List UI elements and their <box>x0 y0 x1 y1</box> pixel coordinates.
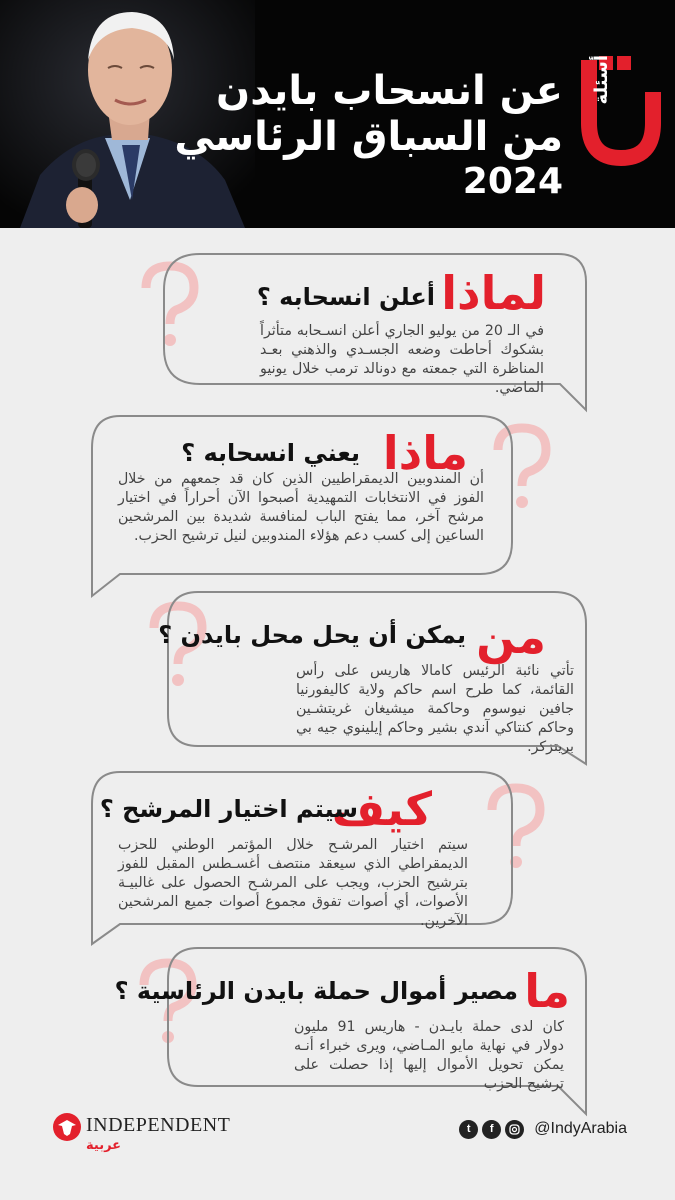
question: مصير أموال حملة بايدن الرئاسية ؟ <box>114 977 518 1005</box>
main-title <box>123 68 563 204</box>
independent-arabia-logo[interactable] <box>52 1110 231 1156</box>
question: يمكن أن يحل محل بايدن ؟ <box>158 621 466 649</box>
answer-text: سيتم اختيار المرشـح خلال المؤتمر الوطني للحزب الديمقراطي الذي سيعقد منتصف أغسـطس المقبل للفوز بترشيح الحزب، ويجب على المرشـح الحصول على غالبيـة الأصوات، أي أصوات تفوق مجموع أصوات جميع المرشحين الآخرين. <box>118 837 468 929</box>
keyword: من <box>476 610 546 664</box>
answer-text: في الـ 20 من يوليو الجاري أعلن انسـحابه متأثراً بشكوك أحاطت وضعه الجسـدي والذهني بعـد المناظرة التي جمعته مع دونالد ترمب خلال يونيو الماضي. <box>260 323 544 396</box>
speech-bubble <box>114 946 590 1116</box>
answer-text: تأتي نائبة الرئيس كامالا هاريس على رأس القائمة، كما طرح اسم حاكم ولاية كاليفورنيا جافين نيوسوم وحاكمة ميشيغان غريتشـين وحاكم كنتاكي آندي بشير وحاكم إيلينوي جيه بي بريتزكر. <box>296 663 574 755</box>
keyword: ماذا <box>382 426 468 480</box>
twitter-icon[interactable]: t <box>459 1120 478 1139</box>
facebook-icon[interactable]: f <box>482 1120 501 1139</box>
speech-bubble <box>158 590 590 766</box>
speech-bubble <box>88 770 516 946</box>
keyword: كيف <box>331 782 432 836</box>
header-banner <box>0 0 675 228</box>
logo-arabic: عربية <box>86 1138 122 1153</box>
brand-mark-icon <box>559 48 667 178</box>
question: أعلن انسحابه ؟ <box>256 283 435 311</box>
brand-word: أسئلة <box>591 55 612 105</box>
answer-text: أن المندوبين الديمقراطيين الذين كان قد جمعهم من خلال الفوز في الانتخابات التمهيدية أصبحوا الآن أحراراً في اختيار مرشح آخر، مما يفتح الباب لمنافسة شديدة بين المرشحين الساعين إلى كسب دعم هؤلاء المندوبين لنيل ترشيح الحزب. <box>118 471 484 544</box>
title-year: 2024 <box>462 161 563 202</box>
eagle-icon <box>52 1112 82 1142</box>
logo-text: INDEPENDENT <box>86 1114 231 1136</box>
answer-text: كان لدى حملة بايـدن - هاريس 91 مليون دولار في نهاية مايو المـاضي، ويرى خبراء أنـه يمكن تحويل الأموال إليها إذا حصلت على ترشيح الحزب <box>294 1019 565 1092</box>
instagram-icon[interactable] <box>505 1120 524 1139</box>
question: يعني انسحابه ؟ <box>181 439 360 467</box>
speech-bubble <box>160 252 590 412</box>
social-handle[interactable]: @IndyArabia <box>534 1120 627 1137</box>
speech-bubble <box>88 414 516 598</box>
title-line-1: عن انسحاب بايدن <box>216 68 563 114</box>
social-links <box>459 1117 627 1141</box>
keyword: ما <box>524 964 570 1018</box>
title-line-2: من السباق الرئاسي <box>174 114 563 160</box>
keyword: لماذا <box>441 266 546 320</box>
question: سيتم اختيار المرشح ؟ <box>99 795 358 823</box>
